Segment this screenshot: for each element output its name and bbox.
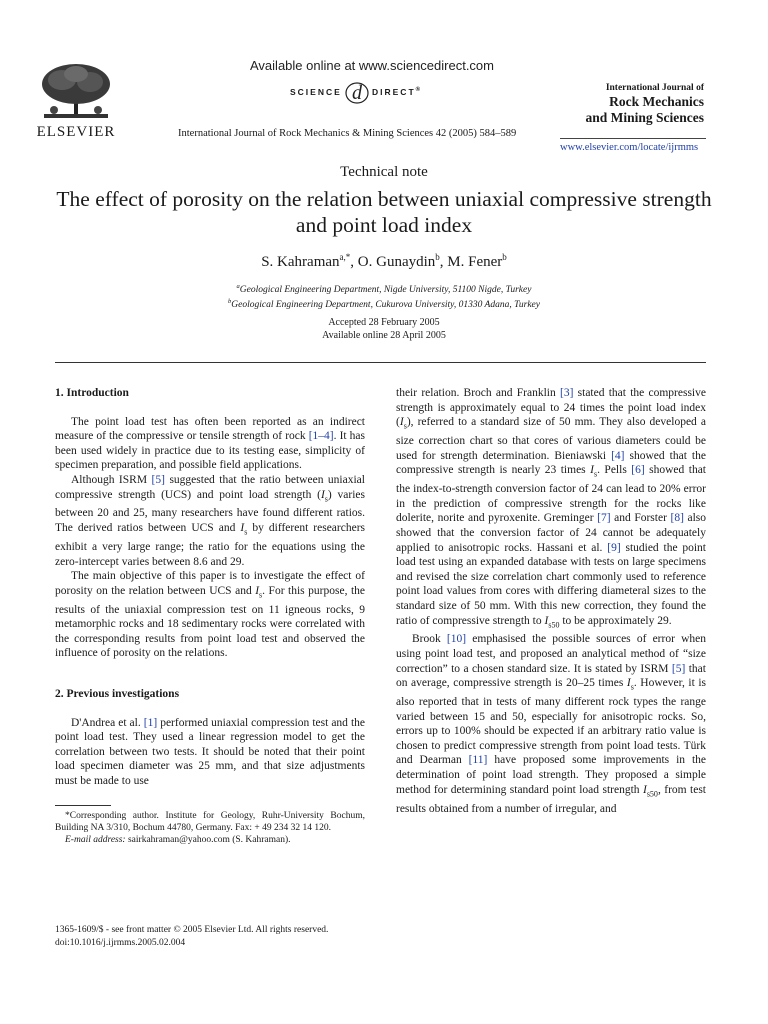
journal-citation: International Journal of Rock Mechanics & Mining Sciences 42 (2005) 584–589: [178, 128, 517, 139]
citation-link[interactable]: [6]: [631, 464, 645, 477]
email-note: E-mail address: sairkahraman@yahoo.com (S. Kahraman).: [65, 834, 291, 845]
citation-link[interactable]: [4]: [611, 449, 625, 462]
author-name: M. Fener: [447, 254, 503, 270]
paragraph: Although ISRM [5] suggested that the ratio between uniaxial compressive strength (UCS) and point load strength $(I_s)$ varies between 20 and 25, many researchers have found different ratios. The derived ratios between UCS and $I_s$ by different researchers exhibit a very large range; the ratio for the equations using the zero-intercept varies between 8.6 and 29.: [55, 473, 365, 568]
header-divider: [560, 138, 706, 139]
paragraph: The point load test has often been reported as an indirect measure of the compressive or tensile strength of rock [1–4]. It has been used widely in practice due to its testing ease, simplicity of specimen preparation, and possible field applications.: [55, 415, 365, 472]
paragraph: D'Andrea et al. [1] performed uniaxial compression test and the point load test. They used a linear regression model to get the correlation between two tests. It should be noted that their point load specimen diameter was 25 mm, and that size adjustments must be made to use: [55, 716, 365, 787]
article-type: Technical note: [340, 164, 428, 180]
section-heading-introduction: 1. Introduction: [55, 387, 129, 399]
doi: doi:10.1016/j.ijrmms.2005.02.004: [55, 938, 186, 948]
citation-link[interactable]: [10]: [446, 633, 467, 646]
affiliation-b: $^b$Geological Engineering Department, Cukurova University, 01330 Adana, Turkey: [228, 298, 540, 311]
available-online-text: Available online at www.sciencedirect.com: [250, 58, 494, 73]
paragraph: their relation. Broch and Franklin [3] stated that the compressive strength is approximately equal to 24 times the point load index $(I_s)$, referred to a standard size of 50 mm. They also developed a size correction chart so that cores of various diameters could be used for strength determination. Bieniawski [4] showed that the compressive strength is nearly 23 times $I_s$. Pells [6] showed that the index-to-strength conversion factor of 24 can lead to 20% error in the prediction of compressive strength for the rocks like dolerite, norite and pyroxenite. Greminger [7] and Forster [8] also showed that the conversion factor of 24 cannot be adequately applied to anisotropic rocks. Hassani et al. [9] studied the point load test using an expanded database with tests on large specimens and revised the size correlation chart commonly used to reference point load values from cores with differing diameteral sizes to the standard size of 50 mm. With this new correction, they found the ratio of compressive strength to $I_{s50}$ to be approximately 29.: [396, 387, 707, 629]
citation-link[interactable]: [9]: [607, 541, 621, 554]
citation-link[interactable]: [7]: [597, 512, 611, 525]
citation-link[interactable]: [8]: [670, 512, 684, 525]
journal-name-box: [580, 82, 704, 126]
left-column: [55, 386, 365, 846]
svg-text:d: d: [352, 82, 362, 104]
publisher-logo-text: ELSEVIER: [36, 124, 116, 140]
available-date: Available online 28 April 2005: [322, 330, 446, 341]
author-name: S. Kahraman: [261, 254, 340, 270]
section-heading-previous-investigations: 2. Previous investigations: [55, 687, 180, 700]
right-column: [396, 386, 706, 816]
journal-box-line2: and Mining Sciences: [585, 110, 704, 125]
journal-box-small: International Journal of: [605, 83, 704, 93]
sciencedirect-d-icon: [344, 79, 370, 105]
paragraph: The main objective of this paper is to investigate the effect of porosity on the relation between UCS and $I_s$. For this purpose, the results of the uniaxial compression test on 11 igneous rocks, 9 metamorphic rocks and 18 sedimentary rocks were correlated with the corresponding results from point load test and observed the influence of porosity on the relations.: [55, 570, 365, 660]
corresponding-author-note: *Corresponding author. Institute for Geology, Ruhr-University Bochum, Building NA 3/310, Bochum 44780, Germany. Fax: + 49 234 32 14 120.: [55, 810, 365, 833]
citation-link[interactable]: [1–4]: [308, 430, 334, 443]
author-list: S. Kahraman$^{a,*}$, O. Gunaydin$^b$, M. Fener$^b$: [261, 252, 507, 270]
front-matter-info: [55, 924, 328, 950]
citation-link[interactable]: [3]: [559, 387, 574, 399]
paragraph: Brook [10] emphasised the possible sources of error when using point load test, and proposed an analytical method of “size correction” to a chosen standard size. It is stated by ISRM [5] that on average, compressive strength is 20–25 times $I_s$. However, it is also reported that in tests of many different rock types the range varied between 15 and 50, especially for anisotropic rocks. So, errors up to 100% should be expected if an arbitrary ratio value is chosen to predict compressive strength from point load tests. Türk and Dearman [11] have proposed some improvements in the determination of point load strength. They proposed a simple method for determining standard point load strength $I_{s50}$, from test results obtained from a number of irregular, and: [396, 633, 707, 815]
citation-link[interactable]: [5]: [671, 662, 686, 675]
article-title: The effect of porosity on the relation between uniaxial compressive strength and point load index: [56, 187, 712, 237]
footnote: [55, 810, 365, 846]
citation-link[interactable]: [1]: [143, 716, 158, 729]
title-divider: [55, 362, 706, 363]
issn-copyright: 1365-1609/$ - see front matter © 2005 Elsevier Ltd. All rights reserved.: [55, 925, 329, 935]
brand-science-text: SCIENCE: [290, 87, 342, 97]
journal-box-line1: Rock Mechanics: [609, 94, 704, 109]
accepted-date: Accepted 28 February 2005: [328, 317, 440, 328]
citation-link[interactable]: [11]: [468, 754, 488, 767]
journal-url-link[interactable]: www.elsevier.com/locate/ijrmms: [560, 142, 699, 153]
citation-link[interactable]: [5]: [151, 473, 165, 486]
affiliations: [0, 281, 768, 311]
author-name: O. Gunaydin: [357, 254, 436, 270]
footnote-divider: [55, 805, 111, 806]
affiliation-a: $^a$Geological Engineering Department, Nigde University, 51100 Nigde, Turkey: [236, 283, 532, 296]
email-address[interactable]: sairkahraman@yahoo.com (S. Kahraman).: [127, 834, 291, 845]
brand-direct-text: DIRECT®: [372, 87, 423, 97]
article-dates: [0, 316, 768, 342]
